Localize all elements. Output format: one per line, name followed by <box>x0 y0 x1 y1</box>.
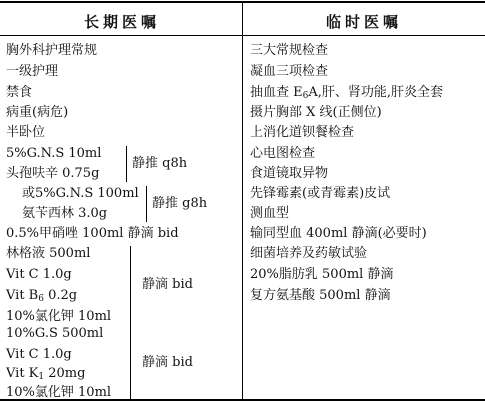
order-line: Vit $B_6$ 0.2g <box>6 288 78 304</box>
order-line: 三大常规检查 <box>250 43 329 58</box>
order-line: 0.5%甲硝唑 100ml 静滴 bid <box>6 226 179 241</box>
order-line: 摄片胸部 X 线(正侧位) <box>250 105 382 120</box>
route-label: 静推 q8h <box>132 156 188 171</box>
group-bracket <box>126 146 127 182</box>
order-line: 心电图检查 <box>250 146 316 161</box>
order-line: 上消化道钡餐检查 <box>250 125 355 140</box>
order-line: 复方氨基酸 500ml 静滴 <box>250 288 391 303</box>
order-line: Vit C 1.0g <box>6 347 72 362</box>
order-line: 头孢呋辛 0.75g <box>6 166 100 181</box>
order-line: 先锋霉素(或青霉素)皮试 <box>250 186 391 201</box>
order-line: 半卧位 <box>6 125 46 140</box>
group-bracket <box>130 246 131 326</box>
order-line: 20%脂肪乳 500ml 静滴 <box>250 267 394 282</box>
group-bracket <box>146 186 147 222</box>
order-line: 5%G.N.S 10ml <box>6 146 102 161</box>
long-term-orders-header: 长期医嘱 <box>84 13 161 31</box>
order-line: 测血型 <box>250 206 290 221</box>
orders-table <box>0 1 485 401</box>
order-line: 细菌培养及药敏试验 <box>250 246 368 261</box>
group-bracket <box>130 326 131 401</box>
order-line: 输同型血 400ml 静滴(必要时) <box>250 226 427 241</box>
column-divider <box>242 3 243 401</box>
order-line: 10%氯化钾 10ml <box>6 309 112 324</box>
order-line: 林格液 500ml <box>6 246 91 261</box>
order-line: 10%氯化钾 10ml <box>6 385 112 400</box>
order-line: 凝血三项检查 <box>250 64 329 79</box>
route-label: 静滴 bid <box>142 355 193 370</box>
order-line: 抽血查 $E_6A$,肝、肾功能,肝炎全套 <box>250 85 444 101</box>
temporary-orders-header: 临时医嘱 <box>326 13 403 31</box>
order-line: Vit $K_1$ 20mg <box>6 366 86 382</box>
order-line: 或5%G.N.S 100ml <box>22 186 139 201</box>
order-line: 一级护理 <box>6 64 59 79</box>
order-line: Vit C 1.0g <box>6 267 72 282</box>
order-line: 病重(病危) <box>6 105 69 120</box>
order-line: 胸外科护理常规 <box>6 43 98 58</box>
order-line: 氨苄西林 3.0g <box>22 206 108 221</box>
order-line: 食道镜取异物 <box>250 166 329 181</box>
order-line: 10%G.S 500ml <box>6 326 104 341</box>
route-label: 静推 g8h <box>152 196 208 211</box>
order-line: 禁食 <box>6 85 33 100</box>
route-label: 静滴 bid <box>142 277 193 292</box>
